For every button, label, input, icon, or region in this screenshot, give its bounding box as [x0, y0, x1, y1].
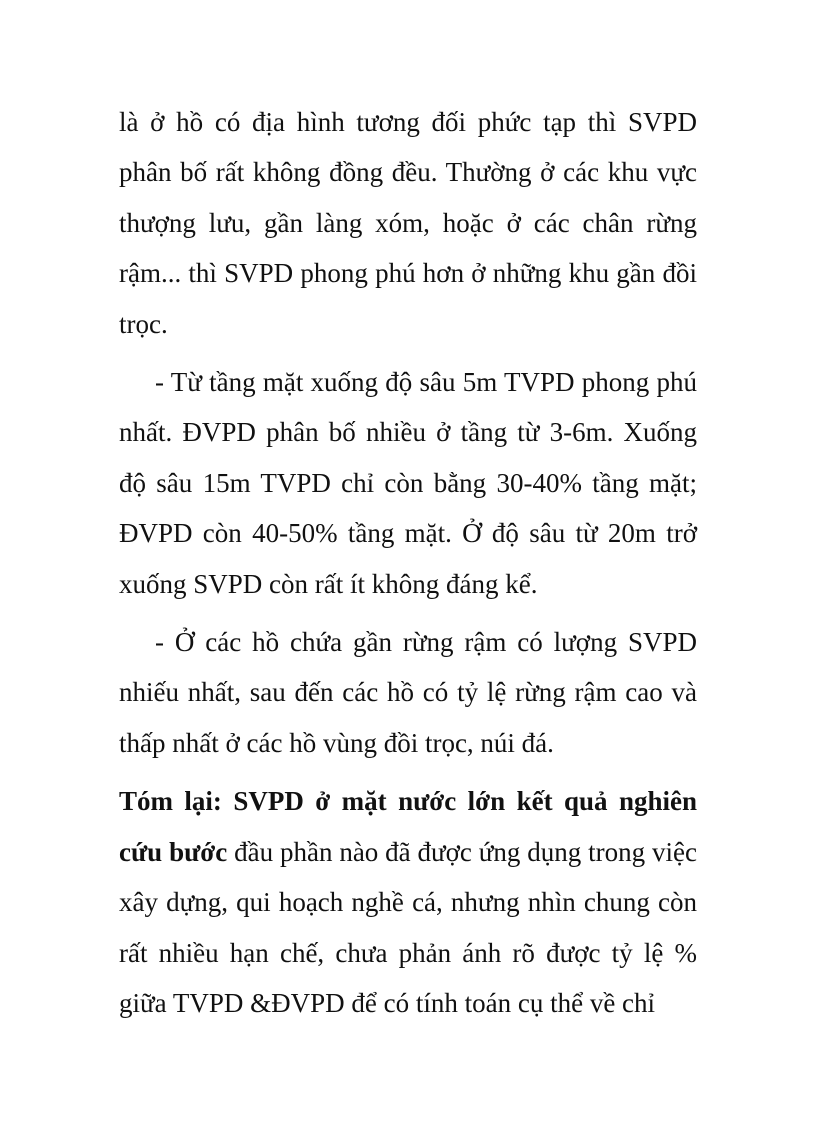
summary-lead-bold: Tóm lại: SVPD ở mặt nước lớn kết quả nghiên cứu bước [119, 786, 697, 867]
paragraph-summary [119, 776, 697, 1028]
summary-body: đầu phần nào đã được ứng dụng trong việc xây dựng, qui hoạch nghề cá, nhưng nhìn chung còn rất nhiều hạn chế, chưa phản ánh rõ được tỷ lệ % giữa TVPD &ĐVPD để có tính toán cụ thể về chỉ [119, 836, 697, 1018]
paragraph-depth-distribution: - Từ tầng mặt xuống độ sâu 5m TVPD phong phú nhất. ĐVPD phân bố nhiều ở tầng từ 3-6m. Xuống độ sâu 15m TVPD chỉ còn bằng 30-40% tầng mặt; ĐVPD còn 40-50% tầng mặt. Ở độ sâu từ 20m trở xuống SVPD còn rất ít không đáng kể. [119, 367, 697, 599]
body-text [119, 97, 697, 1028]
paragraph-reservoir-forest: - Ở các hồ chứa gần rừng rậm có lượng SVPD nhiếu nhất, sau đến các hồ có tỷ lệ rừng rậm cao và thấp nhất ở các hồ vùng đồi trọc, núi đá. [119, 627, 697, 758]
paragraph-continuation: là ở hồ có địa hình tương đối phức tạp thì SVPD phân bố rất không đồng đều. Thường ở các khu vực thượng lưu, gần làng xóm, hoặc ở các chân rừng rậm... thì SVPD phong phú hơn ở những khu gần đồi trọc. [119, 107, 697, 339]
